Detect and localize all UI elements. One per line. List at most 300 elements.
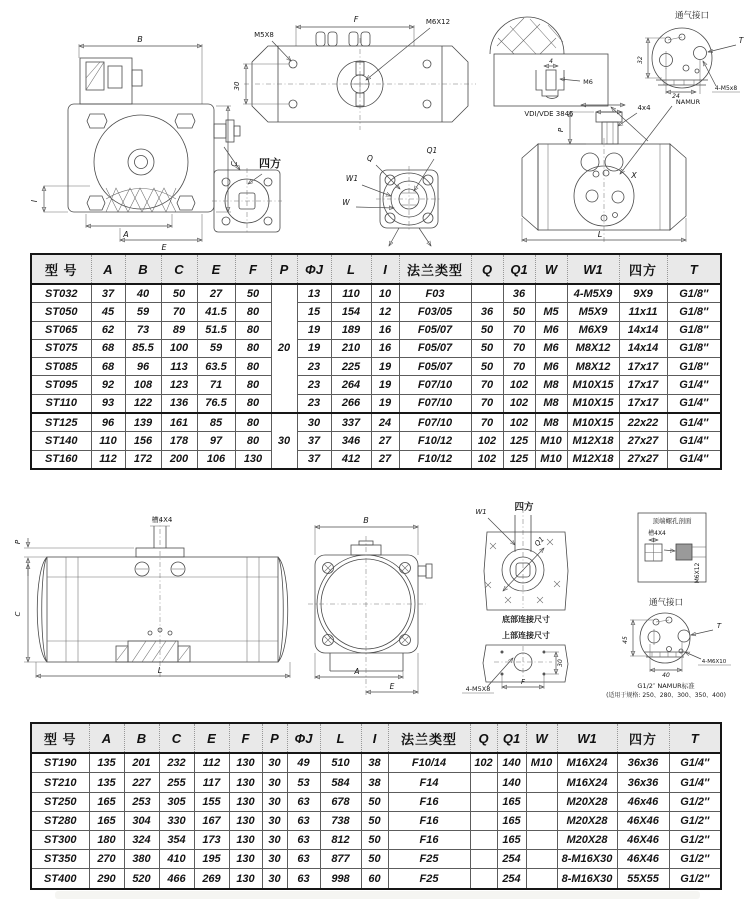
cell: 15 (297, 303, 331, 321)
cell: 50 (503, 303, 535, 321)
label-m5x8: M5X8 (254, 31, 274, 39)
cell: G1/2″ (669, 850, 721, 869)
cell: F10/14 (388, 753, 470, 773)
cell: 96 (125, 358, 161, 376)
cell: 23 (297, 376, 331, 394)
cell: 346 (331, 432, 371, 450)
vent-title-mid: 通气接口 (648, 598, 684, 608)
label-4m6x10: 4-M6X10 (701, 659, 727, 665)
cell: 37 (297, 432, 331, 450)
column-header: L (320, 723, 361, 753)
cell: 30 (262, 850, 287, 869)
cell: 510 (320, 753, 361, 773)
slot-4x4-label: 槽4X4 (151, 516, 173, 524)
table-row (31, 773, 721, 792)
cell: 38 (361, 753, 388, 773)
cell: 63 (287, 850, 320, 869)
cell: 253 (124, 792, 159, 811)
cell: M10 (526, 753, 557, 773)
cell: 380 (124, 850, 159, 869)
cell: 738 (320, 811, 361, 830)
cell: 50 (471, 339, 503, 357)
cell: 100 (161, 339, 197, 357)
dim-b-label: B (137, 35, 143, 44)
column-header: C (161, 254, 197, 284)
cell: 466 (159, 869, 194, 889)
cell: 80 (235, 432, 271, 450)
column-header: I (361, 723, 388, 753)
table-row (31, 394, 721, 413)
column-header: C (159, 723, 194, 753)
dim-l-label: L (597, 230, 603, 239)
dim-i-label: I (30, 199, 39, 203)
table-row (31, 831, 721, 850)
table-row (31, 753, 721, 773)
cell-model: ST250 (31, 792, 89, 811)
cell: G1/8″ (667, 303, 721, 321)
cell: 165 (497, 831, 526, 850)
cell: F05/07 (399, 339, 471, 357)
cell: G1/4″ (669, 773, 721, 792)
cell: 155 (194, 792, 229, 811)
column-header: T (667, 254, 721, 284)
column-header: Q (471, 254, 503, 284)
vdi-vde-detail (490, 17, 648, 141)
table-row (31, 792, 721, 811)
cell: 255 (159, 773, 194, 792)
vent-title: 通气接口 (674, 11, 710, 21)
cell: 30 (262, 773, 287, 792)
cell (526, 792, 557, 811)
column-header: W1 (557, 723, 617, 753)
cell: 63 (287, 869, 320, 889)
cell: 46X46 (617, 811, 669, 830)
column-header: 法兰类型 (399, 254, 471, 284)
cell (526, 811, 557, 830)
cell: 113 (161, 358, 197, 376)
column-header: T (669, 723, 721, 753)
dim-e-label: E (161, 243, 167, 252)
cell (526, 850, 557, 869)
column-header: 型 号 (31, 254, 91, 284)
cell: 812 (320, 831, 361, 850)
cell: 102 (503, 413, 535, 432)
cell: F10/12 (399, 432, 471, 450)
cell: 270 (89, 850, 124, 869)
cell (470, 792, 497, 811)
cell: 30 (297, 413, 331, 432)
cell: F10/12 (399, 450, 471, 469)
cell: 36x36 (617, 773, 669, 792)
table-row (31, 432, 721, 450)
label-w: W (342, 198, 350, 207)
table-row (31, 358, 721, 376)
cell: 22x22 (619, 413, 667, 432)
cell-model: ST050 (31, 303, 91, 321)
cell: 112 (91, 450, 125, 469)
cell: 330 (159, 811, 194, 830)
cell: 140 (497, 753, 526, 773)
cell: 125 (503, 450, 535, 469)
cell: 27 (197, 284, 235, 303)
cell: G1/2″ (669, 831, 721, 850)
cell: 19 (371, 376, 399, 394)
cell: G1/8″ (667, 284, 721, 303)
cell: G1/8″ (667, 321, 721, 339)
cell: M8X12 (567, 358, 619, 376)
cell: 80 (235, 358, 271, 376)
cell: M6 (535, 321, 567, 339)
cell: 63 (287, 811, 320, 830)
cell: 324 (124, 831, 159, 850)
dim-45-label: 45 (622, 636, 629, 644)
cell: 41.5 (197, 303, 235, 321)
cell: 36x36 (617, 753, 669, 773)
label-t: T (738, 36, 744, 45)
cell: 38 (361, 773, 388, 792)
dim-f-label: F (353, 15, 359, 24)
cell: 165 (497, 811, 526, 830)
cell: 232 (159, 753, 194, 773)
cell: 89 (161, 321, 197, 339)
cell: 130 (229, 811, 262, 830)
cell: 59 (125, 303, 161, 321)
cell: M6X9 (567, 321, 619, 339)
cell: 50 (361, 811, 388, 830)
cell-model: ST210 (31, 773, 89, 792)
cell: 70 (503, 358, 535, 376)
column-header: 四方 (617, 723, 669, 753)
cell: M10 (535, 450, 567, 469)
cell: 264 (331, 376, 371, 394)
cell: 102 (503, 394, 535, 413)
cell: 14x14 (619, 339, 667, 357)
cell: 225 (331, 358, 371, 376)
cell: 50 (161, 284, 197, 303)
cell: 50 (235, 284, 271, 303)
cell: 85 (197, 413, 235, 432)
cell: 37 (297, 450, 331, 469)
cell (526, 773, 557, 792)
cell: M10 (535, 432, 567, 450)
table-row (31, 869, 721, 889)
cell: 130 (229, 753, 262, 773)
cell: F16 (388, 831, 470, 850)
cell-model: ST160 (31, 450, 91, 469)
table-row (31, 811, 721, 830)
square-drive-view (212, 147, 282, 234)
cell: 189 (331, 321, 371, 339)
cell: 135 (89, 753, 124, 773)
cell: 27x27 (619, 450, 667, 469)
bottom-conn-caption: 底部连接尺寸 (502, 615, 550, 624)
cell: 154 (331, 303, 371, 321)
cell: 16 (371, 339, 399, 357)
column-header: Q (470, 723, 497, 753)
column-header: F (235, 254, 271, 284)
column-header: P (262, 723, 287, 753)
cell: 136 (161, 394, 197, 413)
cell: 4-M5X9 (567, 284, 619, 303)
cell: 63 (287, 831, 320, 850)
dim-q1-label-mid: Q1 (533, 535, 546, 548)
label-m6x12-mid: M6X12 (694, 562, 701, 584)
cell: 24 (371, 413, 399, 432)
cell-model: ST085 (31, 358, 91, 376)
cell-model: ST280 (31, 811, 89, 830)
cell: 102 (471, 450, 503, 469)
cell (470, 869, 497, 889)
cell: F16 (388, 811, 470, 830)
cell: 68 (91, 339, 125, 357)
cell: F03/05 (399, 303, 471, 321)
cell: 92 (91, 376, 125, 394)
cell: 46X46 (617, 831, 669, 850)
dim-b-label-mid: B (363, 516, 369, 525)
cell: F05/07 (399, 321, 471, 339)
cell: 254 (497, 850, 526, 869)
table-row (31, 303, 721, 321)
column-header: B (124, 723, 159, 753)
cell: 80 (235, 413, 271, 432)
cell: 178 (161, 432, 197, 450)
cell: M6 (535, 339, 567, 357)
cell: 254 (497, 869, 526, 889)
side-view-large-actuator (14, 515, 290, 678)
cell: 27x27 (619, 432, 667, 450)
cell: 110 (91, 432, 125, 450)
header-row (31, 723, 721, 753)
cell: F25 (388, 869, 470, 889)
column-header: B (125, 254, 161, 284)
cell: F25 (388, 850, 470, 869)
dimension-table-large-models (30, 722, 722, 890)
cell: 36 (503, 284, 535, 303)
cell: 40 (125, 284, 161, 303)
cell: 200 (161, 450, 197, 469)
cell: 110 (331, 284, 371, 303)
cell: 30 (262, 831, 287, 850)
cell: G1/4″ (667, 394, 721, 413)
cell: F14 (388, 773, 470, 792)
cell: 30 (262, 869, 287, 889)
cell: M8 (535, 376, 567, 394)
cell-model: ST075 (31, 339, 91, 357)
cell: M10X15 (567, 376, 619, 394)
cell-model: ST125 (31, 413, 91, 432)
cell (470, 773, 497, 792)
cell-model: ST140 (31, 432, 91, 450)
cell: 80 (235, 321, 271, 339)
label-w1-mid: W1 (475, 508, 487, 516)
column-header: W (535, 254, 567, 284)
header-row (31, 254, 721, 284)
column-header: P (271, 254, 297, 284)
top-drawings (0, 0, 750, 252)
cell: 877 (320, 850, 361, 869)
cell: 123 (161, 376, 197, 394)
cell: 584 (320, 773, 361, 792)
cell: 96 (91, 413, 125, 432)
cell: G1/2″ (669, 792, 721, 811)
vent-port-detail-small (620, 10, 745, 174)
table-row (31, 850, 721, 869)
cell: 173 (194, 831, 229, 850)
cell-model: ST350 (31, 850, 89, 869)
column-header: I (371, 254, 399, 284)
cell-model: ST032 (31, 284, 91, 303)
cell: F07/10 (399, 376, 471, 394)
cell: F05/07 (399, 358, 471, 376)
cell: 53 (287, 773, 320, 792)
cell: 130 (235, 450, 271, 469)
cell: 30 (262, 811, 287, 830)
sifang-label: 四方 (259, 157, 281, 170)
cell: 165 (89, 811, 124, 830)
cell: F03 (399, 284, 471, 303)
next-section-edge (55, 891, 700, 899)
cell: 10 (371, 284, 399, 303)
table-row (31, 284, 721, 303)
label-4m5x8: 4-M5x8 (714, 85, 738, 92)
cell: 80 (235, 394, 271, 413)
middle-drawings (0, 478, 750, 710)
column-header: W (526, 723, 557, 753)
cell: 195 (194, 850, 229, 869)
column-header: 法兰类型 (388, 723, 470, 753)
cell: M10X15 (567, 394, 619, 413)
label-4m5x8-mid: 4-M5X8 (465, 685, 491, 693)
column-header: F (229, 723, 262, 753)
cell: 167 (194, 811, 229, 830)
cell: 85.5 (125, 339, 161, 357)
cell: 46x46 (617, 792, 669, 811)
cell: 27 (371, 450, 399, 469)
cell: M12X18 (567, 450, 619, 469)
label-namur: NAMUR (675, 98, 701, 106)
cell: 27 (371, 432, 399, 450)
cell: M16X24 (557, 753, 617, 773)
cell: 130 (229, 869, 262, 889)
cell: 135 (89, 773, 124, 792)
dim-f-label-mid: F (520, 678, 526, 686)
column-header: W1 (567, 254, 619, 284)
cell: 17x17 (619, 376, 667, 394)
cell: G1/8″ (667, 339, 721, 357)
dimension-table-small-models (30, 253, 722, 470)
cell-model: ST400 (31, 869, 89, 889)
label-t-mid: T (716, 622, 722, 630)
vent-port-detail-large (606, 597, 731, 699)
cell: 8-M16X30 (557, 869, 617, 889)
cell: 80 (235, 303, 271, 321)
dim-l-label-mid: L (157, 666, 163, 675)
cell (471, 284, 503, 303)
label-w1: W1 (345, 174, 359, 183)
column-header: A (89, 723, 124, 753)
cell: M8X12 (567, 339, 619, 357)
cell: F07/10 (399, 394, 471, 413)
table-row (31, 321, 721, 339)
column-header: E (194, 723, 229, 753)
cell: F07/10 (399, 413, 471, 432)
cell: 266 (331, 394, 371, 413)
top-view-small-actuator (233, 15, 476, 130)
cell: 11x11 (619, 303, 667, 321)
cell-model: ST190 (31, 753, 89, 773)
cell: M8 (535, 413, 567, 432)
connection-details (462, 501, 568, 693)
cell: G1/4″ (669, 753, 721, 773)
label-q1: Q1 (426, 146, 438, 155)
cell: 73 (125, 321, 161, 339)
cell: 70 (503, 339, 535, 357)
end-view-large-actuator (308, 516, 432, 696)
section-title: 顶端螺孔剖面 (652, 517, 692, 525)
cell: G1/4″ (667, 413, 721, 432)
cell-model: ST300 (31, 831, 89, 850)
cell-merged: 20 (271, 284, 297, 413)
cell (470, 811, 497, 830)
table-row (31, 339, 721, 357)
cell: 156 (125, 432, 161, 450)
cell: 70 (471, 376, 503, 394)
cell: 50 (471, 358, 503, 376)
cell: 410 (159, 850, 194, 869)
cell: 13 (297, 284, 331, 303)
cell: 19 (297, 321, 331, 339)
dim-e-label-mid: E (389, 682, 395, 691)
cell: 130 (229, 792, 262, 811)
cell (470, 831, 497, 850)
cell: 9X9 (619, 284, 667, 303)
column-header: ΦJ (297, 254, 331, 284)
top-conn-caption: 上部连接尺寸 (502, 631, 550, 640)
cell: 102 (471, 432, 503, 450)
column-header: ΦJ (287, 723, 320, 753)
cell: 102 (503, 376, 535, 394)
cell: G1/4″ (667, 432, 721, 450)
cell: 59 (197, 339, 235, 357)
cell: 70 (503, 321, 535, 339)
cell: 76.5 (197, 394, 235, 413)
cell: 37 (91, 284, 125, 303)
column-header: Q1 (503, 254, 535, 284)
dim-a-label-mid: A (354, 667, 360, 676)
table-row (31, 450, 721, 469)
cell: 70 (161, 303, 197, 321)
cell: 112 (194, 753, 229, 773)
vdi-caption: VDI/VDE 3845 (524, 110, 574, 118)
flange-bottom-view (342, 146, 442, 246)
cell: 60 (361, 869, 388, 889)
sifang-label-mid: 四方 (514, 502, 534, 513)
cell: M8 (535, 394, 567, 413)
cell: 17x17 (619, 358, 667, 376)
cell: 227 (124, 773, 159, 792)
cell: 290 (89, 869, 124, 889)
namur-note: G1/2″ NAMUR标准 (637, 682, 695, 690)
label-p: P (557, 127, 565, 133)
cell: 49 (287, 753, 320, 773)
dim-a-label: A (123, 230, 129, 239)
cell: 70 (471, 394, 503, 413)
column-header: L (331, 254, 371, 284)
cell: G1/4″ (667, 450, 721, 469)
cell: G1/8″ (667, 358, 721, 376)
cell: M20X28 (557, 811, 617, 830)
cell (470, 850, 497, 869)
